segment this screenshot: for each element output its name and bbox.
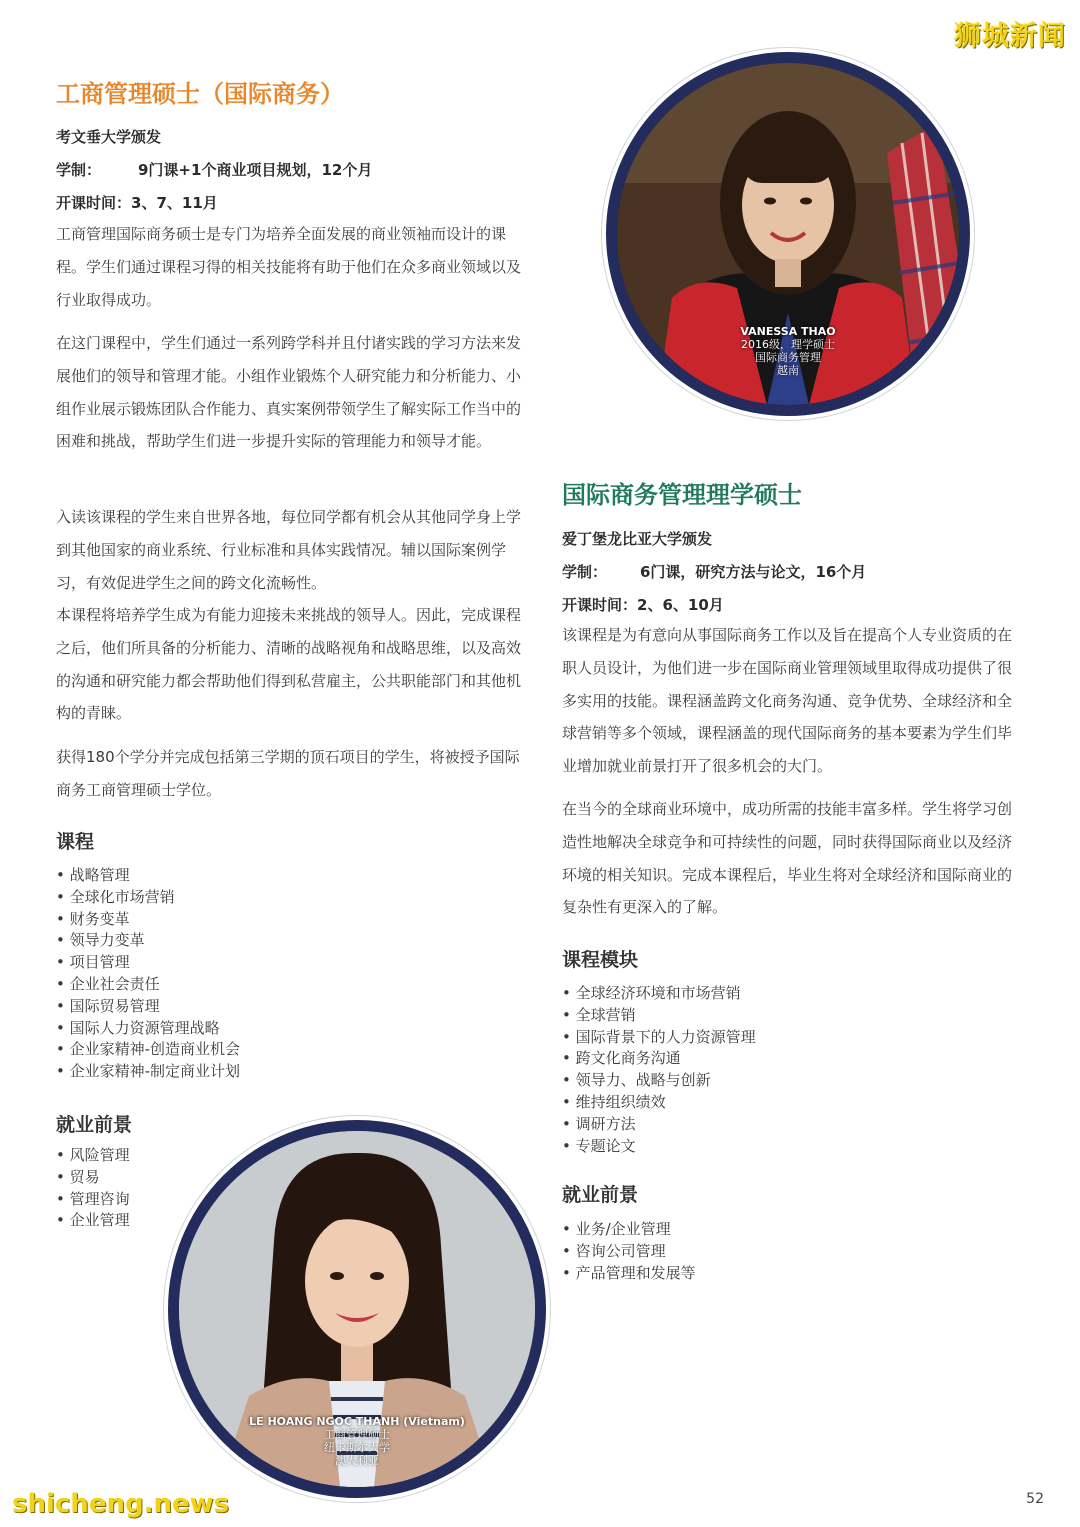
list-item: • 跨文化商务沟通 bbox=[562, 1048, 822, 1070]
list-item: • 领导力、战略与创新 bbox=[562, 1070, 822, 1092]
list-item: • 产品管理和发展等 bbox=[562, 1263, 782, 1285]
right-duration-label: 学制： bbox=[562, 563, 608, 581]
list-item: • 项目管理 bbox=[56, 952, 296, 974]
profile-bottom-line1: 工商管理硕士 bbox=[324, 1428, 390, 1441]
list-item: • 专题论文 bbox=[562, 1136, 822, 1158]
list-item: • 战略管理 bbox=[56, 865, 296, 887]
list-item: • 业务/企业管理 bbox=[562, 1219, 782, 1241]
list-item: • 咨询公司管理 bbox=[562, 1241, 782, 1263]
right-awarded-by: 爱丁堡龙比亚大学颁发 bbox=[562, 530, 713, 548]
list-item: • 企业管理 bbox=[56, 1210, 216, 1232]
list-item: • 企业家精神-制定商业计划 bbox=[56, 1061, 296, 1083]
left-duration-label: 学制： bbox=[56, 161, 102, 179]
right-program-title: 国际商务管理理学硕士 bbox=[562, 481, 802, 509]
list-item: • 全球化市场营销 bbox=[56, 887, 296, 909]
right-paragraph-2: 在当今的全球商业环境中，成功所需的技能丰富多样。学生将学习创造性地解决全球竞争和可持续性的问题，同时获得国际商业以及经济环境的相关知识。完成本课程后，毕业生将对全球经济和国际商业的复杂性有更深入的了解。 bbox=[562, 800, 1013, 917]
left-careers-heading: 就业前景 bbox=[56, 1114, 133, 1136]
left-paragraph-5: 获得180个学分并完成包括第三学期的顶石项目的学生，将被授予国际商务工商管理硕士学位。 bbox=[56, 748, 520, 799]
profile-bottom-caption bbox=[179, 1415, 535, 1467]
profile-photo-top bbox=[606, 52, 970, 416]
right-intake bbox=[562, 594, 724, 615]
right-duration-value: 6门课，研究方法与论文，16个月 bbox=[640, 563, 867, 581]
list-item: • 企业家精神-创造商业机会 bbox=[56, 1039, 296, 1061]
watermark-top: 狮城新闻 bbox=[954, 21, 1066, 52]
list-item: • 国际贸易管理 bbox=[56, 996, 296, 1018]
list-item: • 维持组织绩效 bbox=[562, 1092, 822, 1114]
left-intake-value: 3、7、11月 bbox=[131, 194, 218, 212]
right-duration bbox=[562, 561, 866, 582]
list-item: • 调研方法 bbox=[562, 1114, 822, 1136]
right-modules-list bbox=[562, 983, 822, 1157]
left-paragraph-1: 工商管理国际商务硕士是专门为培养全面发展的商业领袖而设计的课程。学生们通过课程习得的相关技能将有助于他们在众多商业领域以及行业取得成功。 bbox=[56, 225, 522, 309]
left-duration-value: 9门课+1个商业项目规划，12个月 bbox=[138, 161, 373, 179]
right-careers-heading: 就业前景 bbox=[562, 1184, 639, 1206]
page-number: 52 bbox=[1026, 1491, 1044, 1507]
left-paragraph-4: 本课程将培养学生成为有能力迎接未来挑战的领导人。因此，完成课程之后，他们所具备的分析能力、清晰的战略视角和战略思维，以及高效的沟通和研究能力都会帮助他们得到私营雇主，公共职能部门和其他机构的青睐。 bbox=[56, 606, 522, 723]
profile-bottom-line3: 澳大利亚 bbox=[335, 1454, 379, 1467]
left-paragraph-3: 入读该课程的学生来自世界各地，每位同学都有机会从其他同学身上学到其他国家的商业系统、行业标准和具体实践情况。辅以国际案例学习，有效促进学生之间的跨文化流畅性。 bbox=[56, 508, 522, 592]
watermark-bottom: shicheng.news bbox=[12, 1489, 230, 1519]
profile-bottom-name: LE HOANG NGOC THANH (Vietnam) bbox=[249, 1415, 465, 1428]
right-intake-label: 开课时间： bbox=[562, 596, 638, 614]
right-paragraph-1: 该课程是为有意向从事国际商务工作以及旨在提高个人专业资质的在职人员设计，为他们进一步在国际商业管理领域里取得成功提供了很多实用的技能。课程涵盖跨文化商务沟通、竞争优势、全球经济和全球营销等多个领域，课程涵盖的现代国际商务的基本要素为学生们毕业增加就业前景打开了很多机会的大门。 bbox=[562, 626, 1013, 776]
right-modules-heading: 课程模块 bbox=[562, 949, 639, 971]
list-item: • 风险管理 bbox=[56, 1145, 216, 1167]
left-intake bbox=[56, 192, 218, 213]
left-duration bbox=[56, 159, 372, 180]
profile-photo-bottom bbox=[168, 1120, 546, 1498]
profile-top-name: VANESSA THAO bbox=[740, 325, 836, 338]
profile-bottom-line2: 纽卡斯尔大学 bbox=[324, 1441, 390, 1454]
right-intake-value: 2、6、10月 bbox=[637, 596, 724, 614]
list-item: • 领导力变革 bbox=[56, 930, 296, 952]
profile-top-caption bbox=[617, 325, 959, 377]
left-courses-heading: 课程 bbox=[56, 831, 95, 853]
list-item: • 财务变革 bbox=[56, 909, 296, 931]
list-item: • 企业社会责任 bbox=[56, 974, 296, 996]
list-item: • 管理咨询 bbox=[56, 1189, 216, 1211]
left-program-title: 工商管理硕士（国际商务） bbox=[56, 80, 344, 108]
profile-top-line1: 2016级，理学硕士 bbox=[741, 338, 835, 351]
left-awarded-by: 考文垂大学颁发 bbox=[56, 128, 162, 146]
right-careers-list bbox=[562, 1219, 782, 1284]
left-intake-label: 开课时间： bbox=[56, 194, 132, 212]
list-item: • 全球营销 bbox=[562, 1005, 822, 1027]
profile-top-line2: 国际商务管理 bbox=[755, 351, 821, 364]
left-paragraph-2: 在这门课程中，学生们通过一系列跨学科并且付诸实践的学习方法来发展他们的领导和管理才能。小组作业锻炼个人研究能力和分析能力、小组作业展示锻炼团队合作能力、真实案例带领学生了解实际工作当中的困难和挑战，帮助学生们进一步提升实际的管理能力和领导才能。 bbox=[56, 334, 522, 451]
list-item: • 国际人力资源管理战略 bbox=[56, 1018, 296, 1040]
list-item: • 贸易 bbox=[56, 1167, 216, 1189]
profile-top-line3: 越南 bbox=[777, 364, 799, 377]
list-item: • 国际背景下的人力资源管理 bbox=[562, 1027, 822, 1049]
left-courses-list bbox=[56, 865, 296, 1083]
list-item: • 全球经济环境和市场营销 bbox=[562, 983, 822, 1005]
